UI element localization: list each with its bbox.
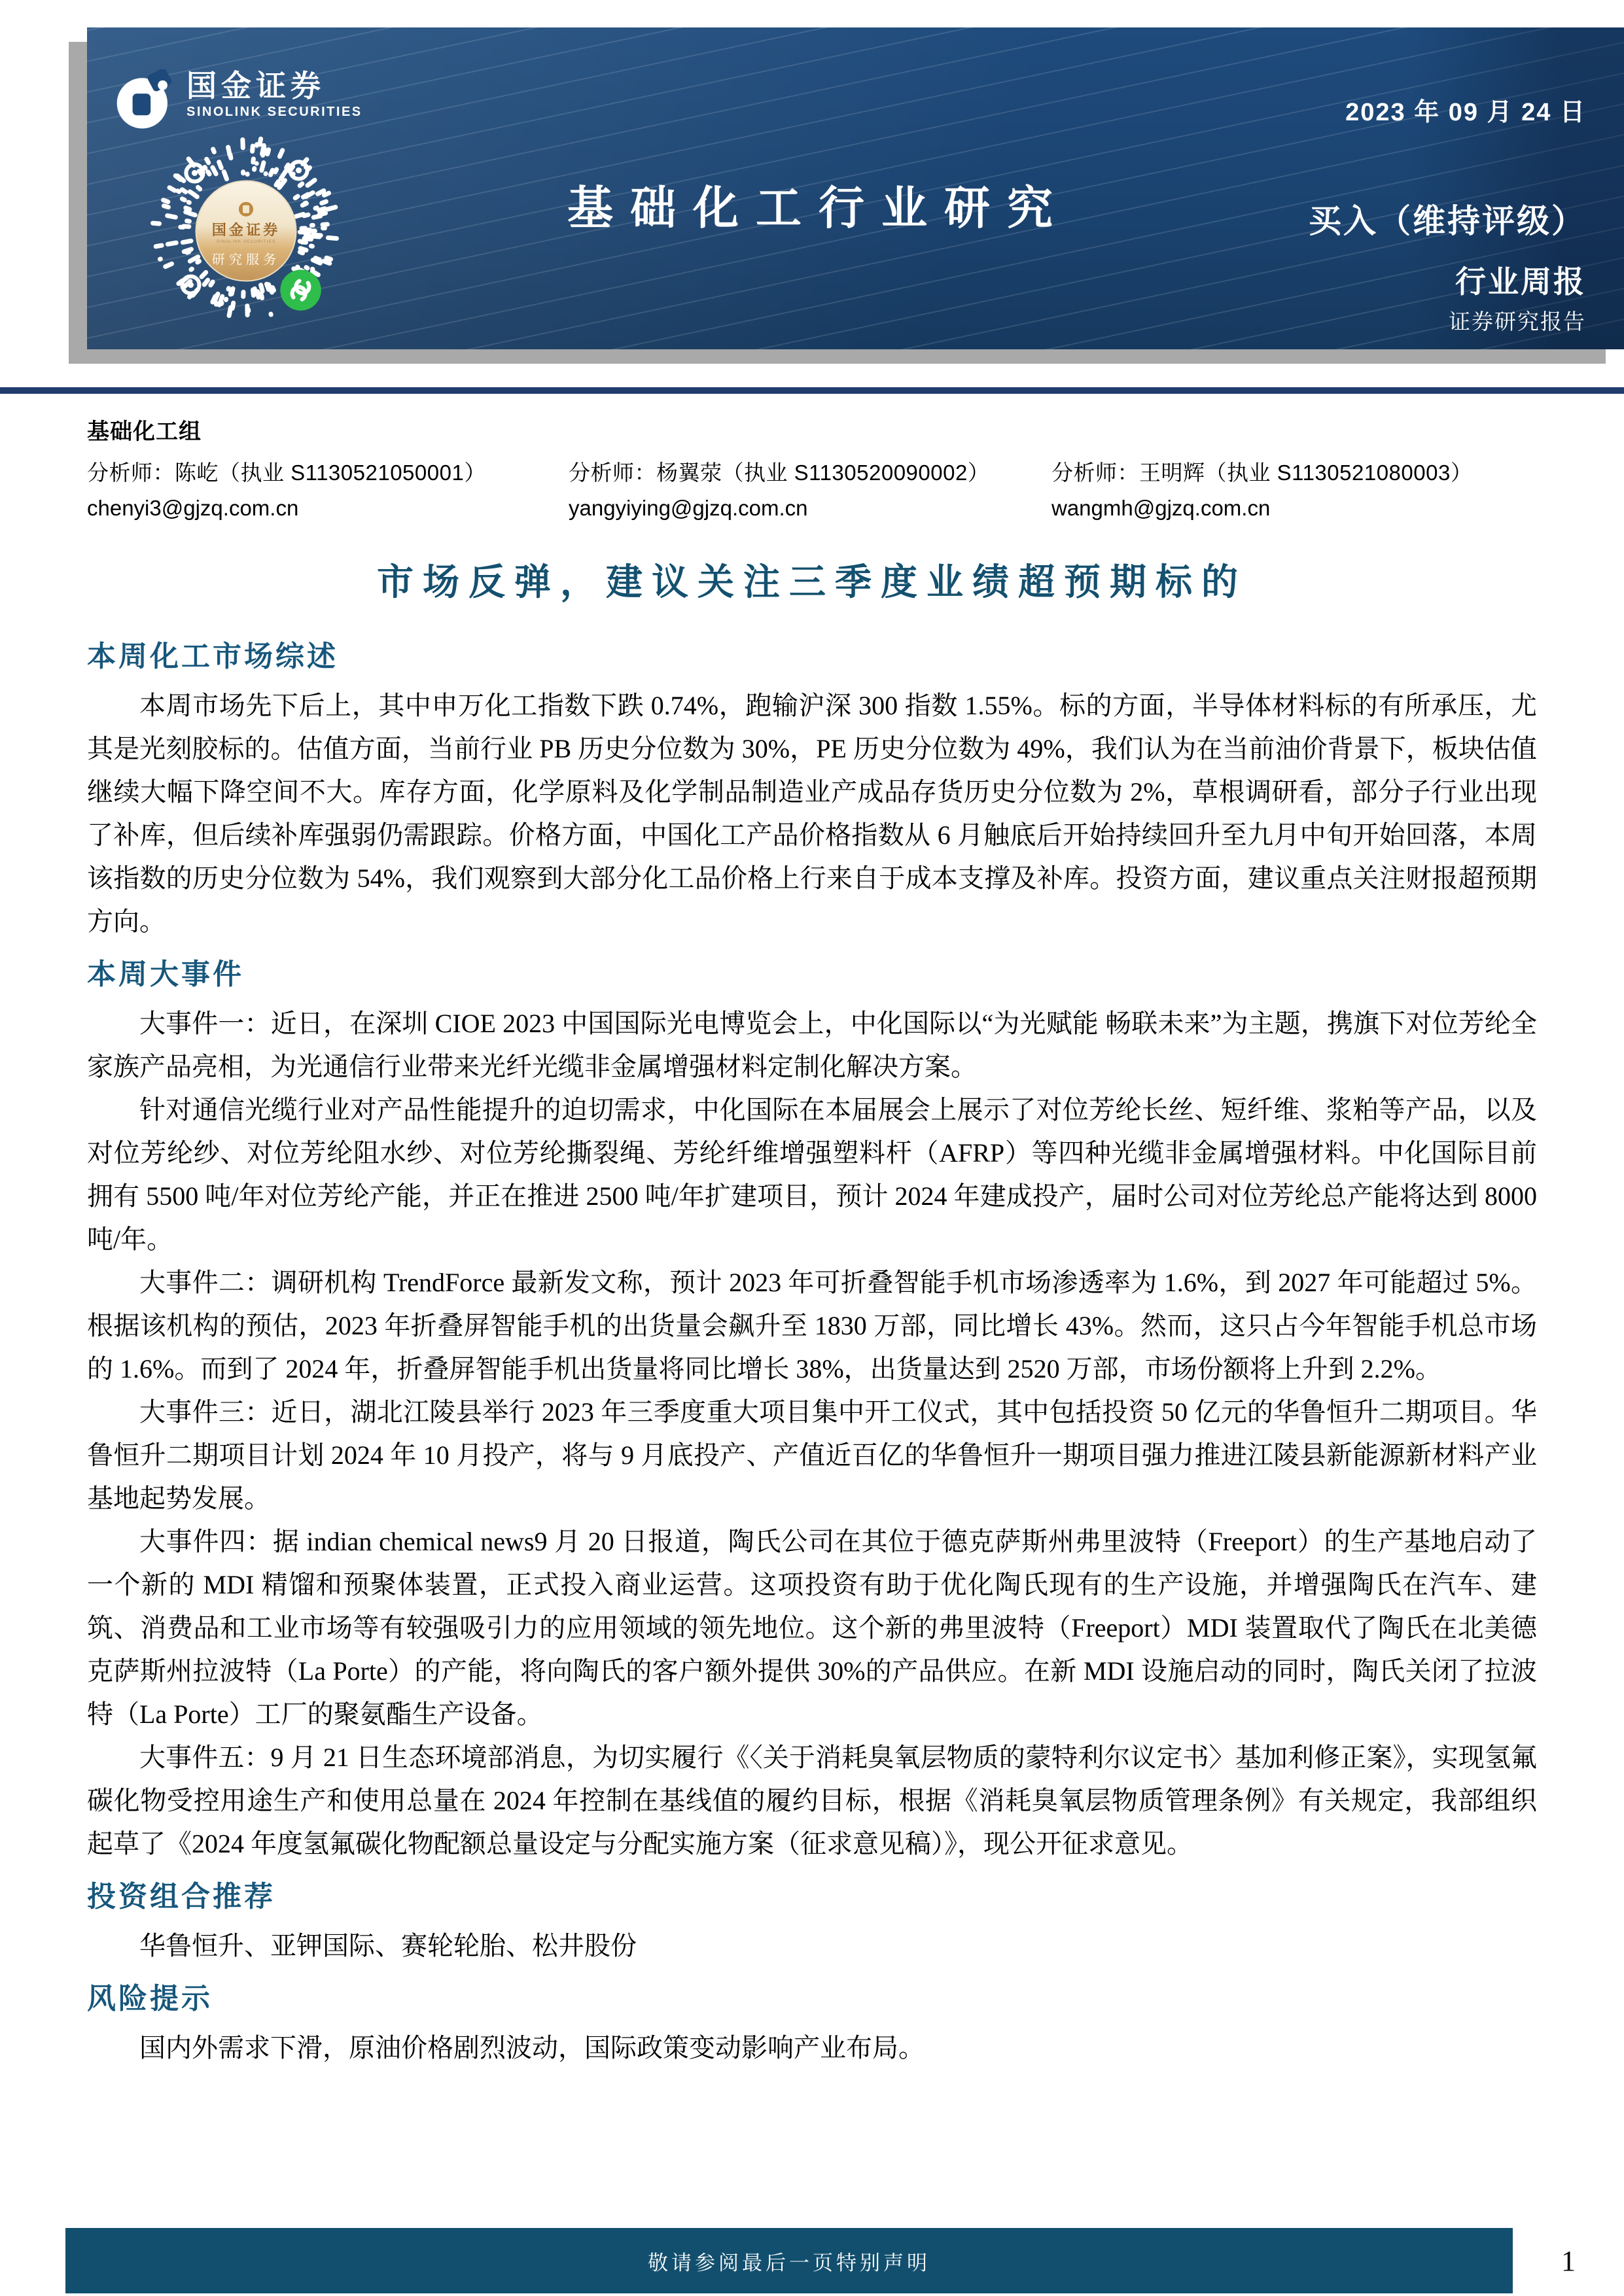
header-banner [87,27,1624,349]
paragraph: 针对通信光缆行业对产品性能提升的迫切需求，中化国际在本届展会上展示了对位芳纶长丝、短纤维、浆粕等产品，以及对位芳纶纱、对位芳纶阻水纱、对位芳纶撕裂绳、芳纶纤维增强塑料杆（AFRP）等四种光缆非金属增强材料。中化国际目前拥有 5500 吨/年对位芳纶产能，并正在推进 2500 吨/年扩建项目，预计 2024 年建成投产，届时公司对位芳纶总产能将达到 8000 吨/年。 [87,1095,1537,1254]
disclaimer-text: 敬请参阅最后一页特别声明 [648,2251,930,2274]
logo-mark-icon [115,69,175,135]
analyst-item [87,456,569,521]
paragraph: 大事件二：调研机构 TrendForce 最新发文称，预计 2023 年可折叠智能手机市场渗透率为 1.6%，到 2027 年可能超过 5%。根据该机构的预估，2023 年折叠屏智能手机的出货量会飙升至 1830 万部，同比增长 43%。然而，这只占今年智能手机总市场的 1.6%。而到了 2024 年，折叠屏智能手机出货量将同比增长 38%，出货量达到 2520 万部，市场份额将上升到 2.2%。 [87,1268,1537,1383]
risk-paragraph: 国内外需求下滑，原油价格剧烈波动，国际政策变动影响产业布局。 [139,2033,925,2062]
analysts-block [87,413,1537,521]
report-type: 行业周报 [1455,264,1586,299]
analyst-name: 分析师：杨翼荥（执业 S1130520090002） [569,461,990,485]
report-date: 2023 年 09 月 24 日 [1345,99,1586,126]
company-logo [115,69,362,135]
report-body [87,560,1537,2070]
logo-name-en: SINOLINK SECURITIES [186,105,362,119]
paragraph: 大事件五：9 月 21 日生态环境部消息，为切实履行《〈关于消耗臭氧层物质的蒙特利尔议定书〉基加利修正案》，实现氢氟碳化物受控用途生产和使用总量在 2024 年控制在基线值的履约目标，根据《消耗臭氧层物质管理条例》有关规定，我部组织起草了《2024 年度氢氟碳化物配额总量设定与分配实施方案（征求意见稿）》，现公开征求意见。 [87,1743,1537,1858]
svg-text:SINOLINK SECURITIES: SINOLINK SECURITIES [216,239,276,245]
analyst-email: wangmh@gjzq.com.cn [1051,496,1271,520]
paragraph: 大事件四：据 indian chemical news9 月 20 日报道，陶氏公司在其位于德克萨斯州弗里波特（Freeport）的生产基地启动了一个新的 MDI 精馏和预聚体装置，正式投入商业运营。这项投资有助于优化陶氏现有的生产设施，并增强陶氏在汽车、建筑、消费品和工业市场等有较强吸引力的应用领域的领先地位。这个新的弗里波特（Freeport）MDI 装置取代了陶氏在北美德克萨斯州拉波特（La Porte）的产能，将向陶氏的客户额外提供 30%的产品供应。在新 MDI 设施启动的同时，陶氏关闭了拉波特（La Porte）工厂的聚氨酯生产设备。 [87,1527,1537,1729]
footer-bar [65,2228,1513,2293]
svg-text:研究服务: 研究服务 [211,252,281,268]
svg-text:国金证券: 国金证券 [211,222,281,239]
paragraph: 本周市场先下后上，其中申万化工指数下跌 0.74%，跑输沪深 300 指数 1.55%。标的方面，半导体材料标的有所承压，尤其是光刻胶标的。估值方面，当前行业 PB 历史分位数为 30%，PE 历史分位数为 49%，我们认为在当前油价背景下，板块估值继续大幅下降空间不大。库存方面，化学原料及化学制品制造业产成品存货历史分位数为 2%，草根调研看，部分子行业出现了补库，但后续补库强弱仍需跟踪。价格方面，中国化工产品价格指数从 6 月触底后开始持续回升至九月中旬开始回落，本周该指数的历史分位数为 54%，我们观察到大部分化工品价格上行来自于成本支撑及补库。投资方面，建议重点关注财报超预期方向。 [87,691,1537,936]
page-number: 1 [1513,2228,1624,2293]
analyst-name: 分析师：王明辉（执业 S1130521080003） [1051,461,1473,485]
paragraph: 大事件三：近日，湖北江陵县举行 2023 年三季度重大项目集中开工仪式，其中包括投资 50 亿元的华鲁恒升二期项目。华鲁恒升二期项目计划 2024 年 10 月投产，将与 9 月底投产、产值近百亿的华鲁恒升一期项目强力推进江陵县新能源新材料产业基地起势发展。 [87,1397,1537,1513]
section-heading-portfolio: 投资组合推荐 [87,1881,275,1913]
page-title: 市场反弹，建议关注三季度业绩超预期标的 [377,561,1247,602]
section-heading-risk: 风险提示 [87,1983,213,2015]
report-series-label: 证券研究报告 [1449,309,1586,334]
analyst-item [569,456,1051,521]
analyst-item [1051,456,1537,521]
qr-wechat-icon [280,270,321,310]
section-heading-market-summary: 本周化工市场综述 [87,640,338,672]
qr-center-badge [196,181,296,281]
qr-code [147,132,345,330]
banner-title: 基础化工行业研究 [567,183,1070,234]
rating-text: 买入（维持评级） [1309,203,1586,239]
logo-name: 国金证券 [186,69,325,103]
paragraph: 大事件一：近日，在深圳 CIOE 2023 中国国际光电博览会上，中化国际以“为光赋能 畅联未来”为主题，携旗下对位芳纶全家族产品亮相，为光通信行业带来光纤光缆非金属增强材料定制化解决方案。 [87,1009,1537,1081]
analyst-group-title: 基础化工组 [87,419,202,444]
section-heading-weekly-events: 本周大事件 [87,958,244,990]
analyst-email: yangyiying@gjzq.com.cn [569,496,808,520]
header-separator [0,387,1624,394]
recommendation-list: 华鲁恒升、亚钾国际、赛轮轮胎、松井股份 [139,1931,637,1960]
analyst-name: 分析师：陈屹（执业 S1130521050001） [87,461,486,485]
analyst-email: chenyi3@gjzq.com.cn [87,496,299,520]
